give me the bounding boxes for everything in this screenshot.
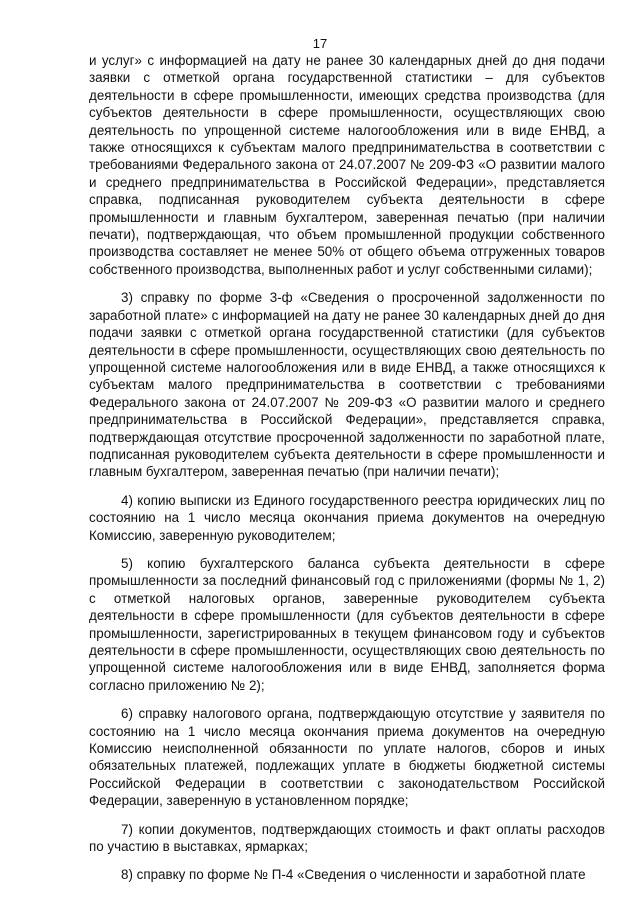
paragraph-item-4: 4) копию выписки из Единого государственного реестра юридических лиц по состоянию на 1 число месяца окончания приема документов на очередную Комиссию, заверенную руководителем; <box>89 492 605 543</box>
paragraph-item-5: 5) копию бухгалтерского баланса субъекта деятельности в сфере промышленности за последний финансовый год с приложениями (формы № 1, 2) с отметкой налоговых органов, заверенные руководителем субъекта деятельности в сфере промышленности (для субъектов деятельности в сфере промышленности, зарегистрированных в текущем финансовом году и субъектов деятельности в сфере промышленности, осуществляющих свою деятельность по упрощенной системе налогообложения или в виде ЕНВД, заполняется форма согласно приложению № 2); <box>89 555 605 693</box>
paragraph-item-8: 8) справку по форме № П-4 «Сведения о численности и заработной плате <box>121 867 586 883</box>
page-number: 17 <box>312 36 328 51</box>
paragraph-item-3: 3) справку по форме 3-ф «Сведения о просроченной задолженности по заработной плате» с информацией на дату не ранее 30 календарных дней до дня подачи заявки с отметкой органа государственной статистики (для субъектов деятельности в сфере промышленности, осуществляющих свою деятельность по упрощенной системе налогообложения или в виде ЕНВД, а также относящихся к субъектам малого предпринимательства в соответствии с требованиями Федерального закона от 24.07.2007 № 209-ФЗ «О развитии малого и среднего предпринимательства в Российской Федерации», представляется справка, подтверждающая отсутствие просроченной задолженности по заработной плате, подписанная руководителем субъекта деятельности в сфере промышленности и главным бухгалтером, заверенная печатью (при наличии печати); <box>89 290 605 480</box>
paragraph-continuation: и услуг» с информацией на дату не ранее 30 календарных дней до дня подачи заявки с отметкой органа государственной статистики – для субъектов деятельности в сфере промышленности, имеющих средства производства (для субъектов деятельности в сфере промышленности, осуществляющих свою деятельность по упрощенной системе налогообложения или в виде ЕНВД, а также относящихся к субъектам малого предпринимательства в соответствии с требованиями Федерального закона от 24.07.2007 № 209-ФЗ «О развитии малого и среднего предпринимательства в Российской Федерации», представляется справка, подписанная руководителем субъекта деятельности в сфере промышленности и главным бухгалтером, заверенная печатью (при наличии печати), подтверждающая, что объем промышленной продукции собственного производства составляет не менее 50% от общего объема отгруженных товаров собственного производства, выполненных работ и услуг собственными силами); <box>89 53 605 277</box>
document-body <box>89 52 605 895</box>
paragraph-item-6: 6) справку налогового органа, подтверждающую отсутствие у заявителя по состоянию на 1 число месяца окончания приема документов на очередную Комиссию неисполненной обязанности по уплате налогов, сборов и иных обязательных платежей, подлежащих уплате в бюджеты бюджетной системы Российской Федерации в соответствии с законодательством Российской Федерации, заверенную в установленном порядке; <box>89 706 605 809</box>
paragraph-item-7: 7) копии документов, подтверждающих стоимость и факт оплаты расходов по участию в выставках, ярмарках; <box>89 821 605 855</box>
